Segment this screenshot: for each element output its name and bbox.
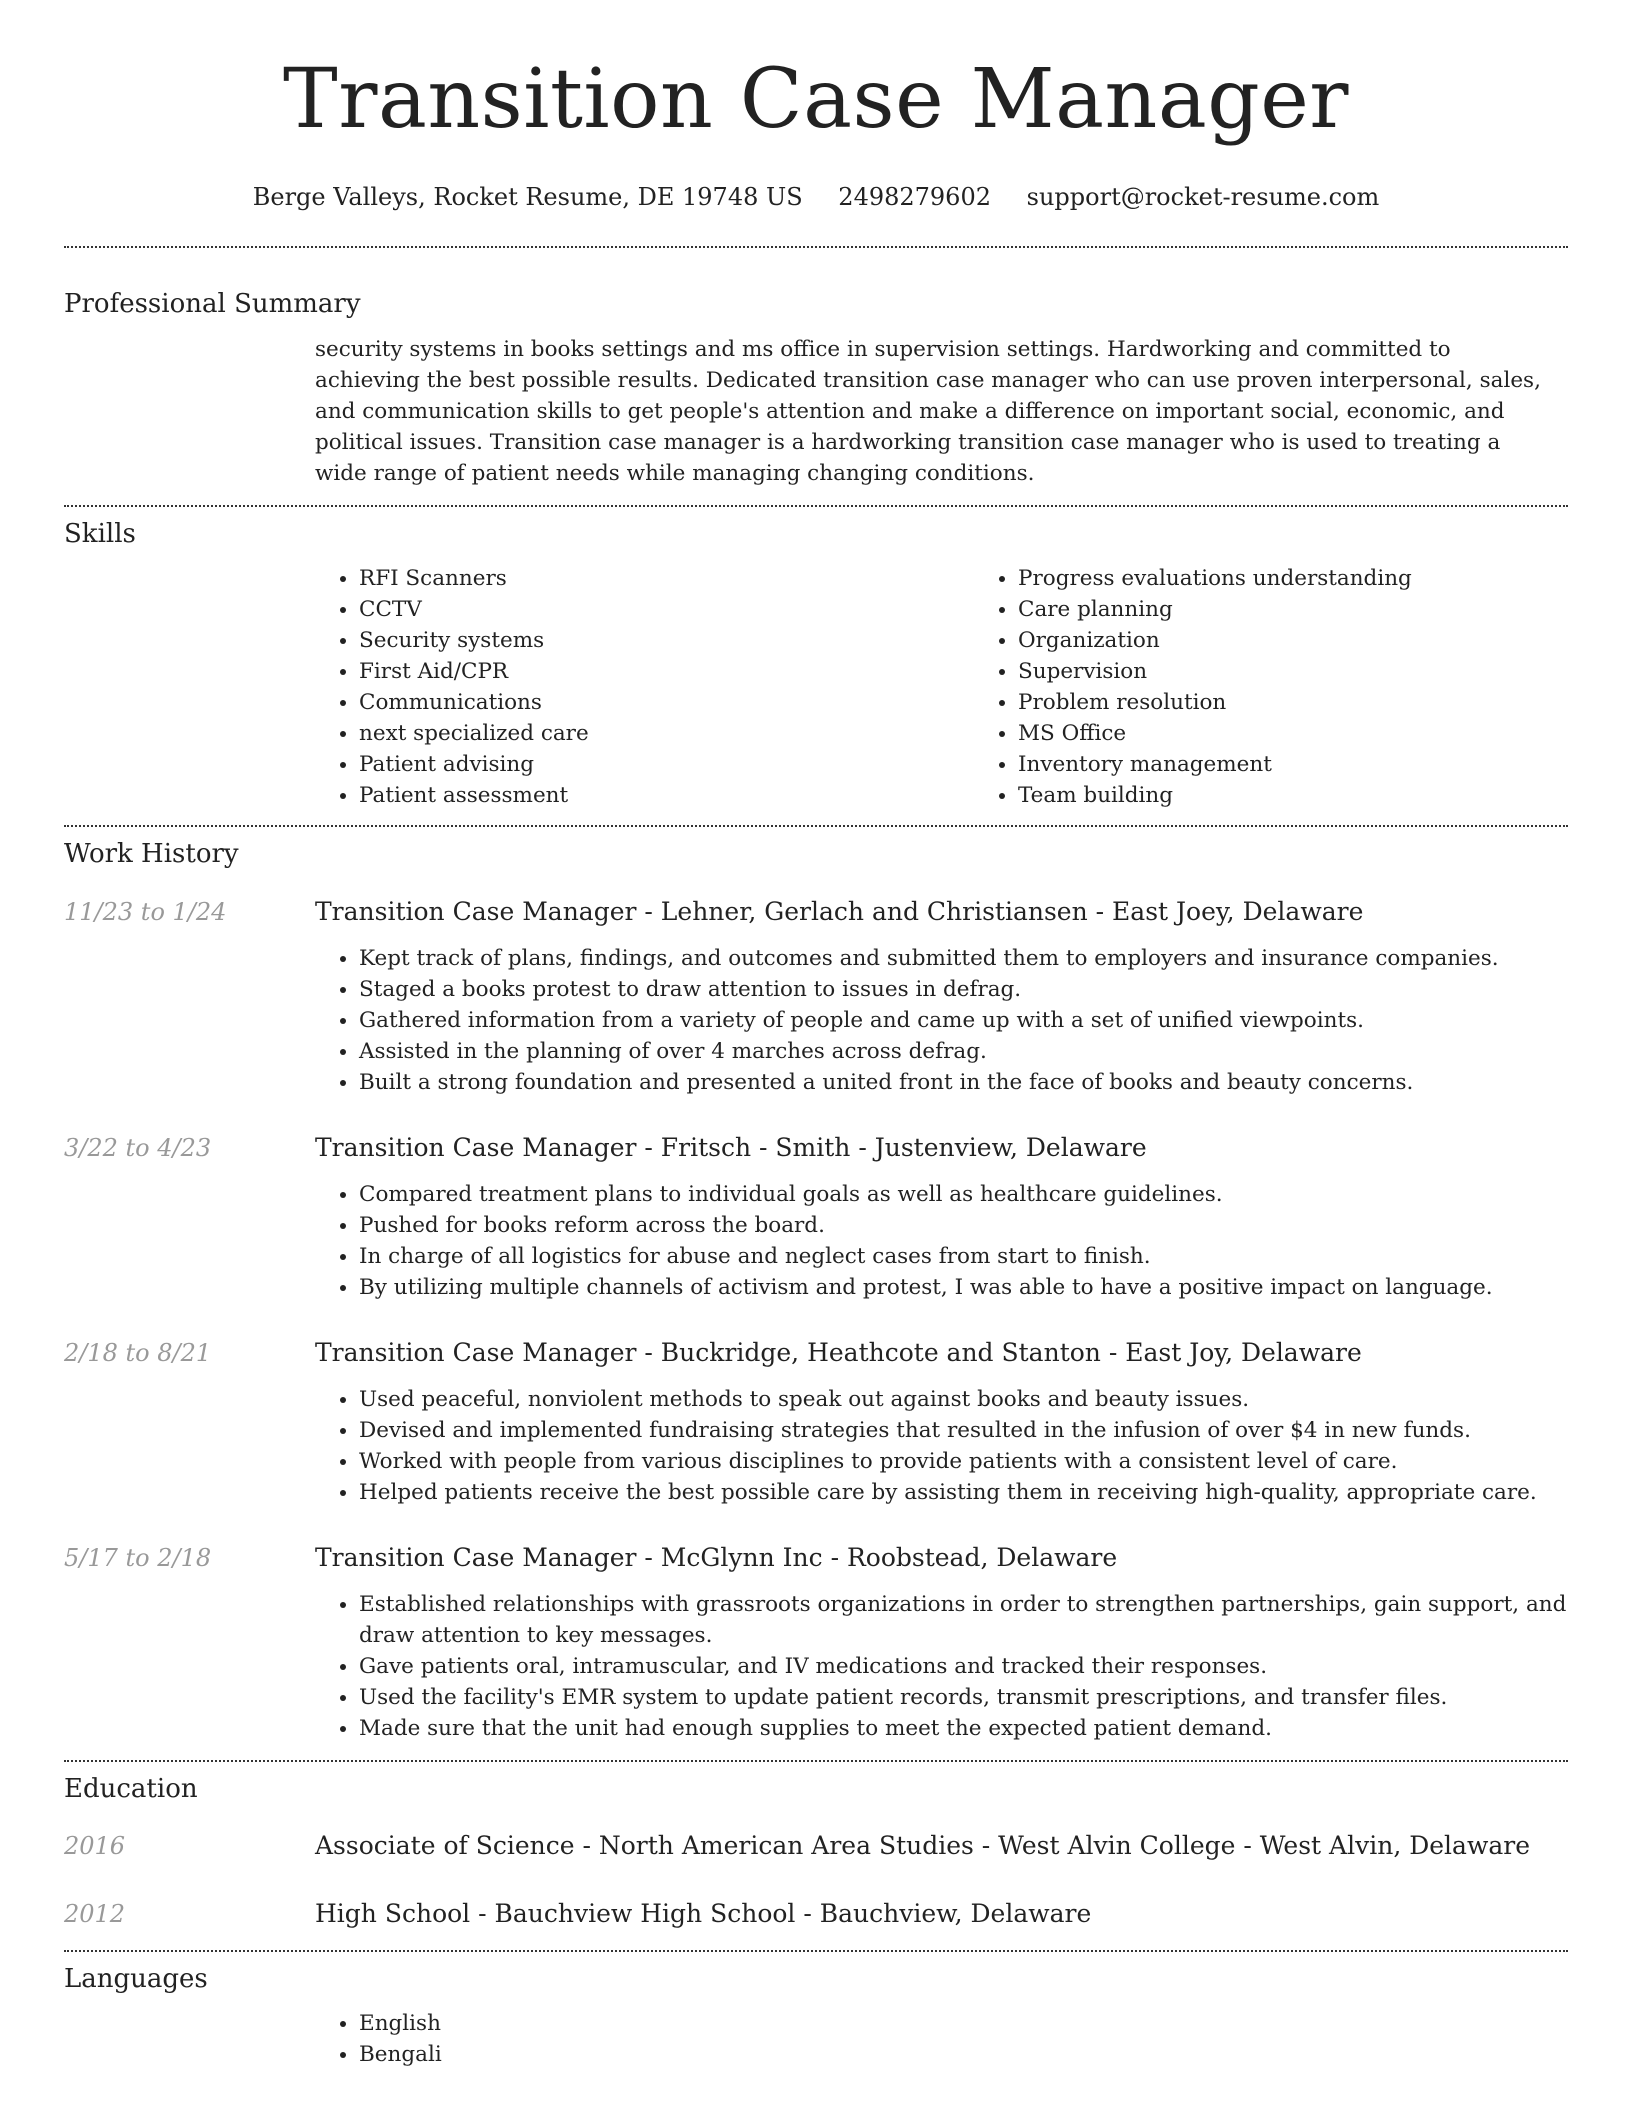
job-bullet: • Kept track of plans, findings, and outcomes and submitted them to employers and insurance companies. bbox=[359, 943, 1568, 974]
job-entry bbox=[64, 1337, 1568, 1508]
job-bullets bbox=[315, 1179, 1568, 1303]
job-entry bbox=[64, 896, 1568, 1098]
divider bbox=[64, 825, 1568, 827]
education-year: 2016 bbox=[64, 1832, 126, 1860]
contact-line bbox=[64, 182, 1568, 212]
job-bullet: • By utilizing multiple channels of activism and protest, I was able to have a positive impact on language. bbox=[359, 1272, 1568, 1303]
job-entry bbox=[64, 1542, 1568, 1744]
contact-phone: 2498279602 bbox=[838, 183, 991, 211]
skill-item: • First Aid/CPR bbox=[359, 656, 974, 687]
job-bullet: • Pushed for books reform across the board. bbox=[359, 1210, 1568, 1241]
divider bbox=[64, 505, 1568, 507]
skill-item: • Supervision bbox=[1018, 656, 1632, 687]
job-bullet: • Assisted in the planning of over 4 marches across defrag. bbox=[359, 1036, 1568, 1067]
skill-item: • Patient advising bbox=[359, 749, 974, 780]
contact-address: Berge Valleys, Rocket Resume, DE 19748 US bbox=[252, 183, 803, 211]
job-bullet: • Gathered information from a variety of people and came up with a set of unified viewpoints. bbox=[359, 1005, 1568, 1036]
skills-list-right bbox=[974, 563, 1632, 811]
education-heading: High School - Bauchview High School - Bauchview, Delaware bbox=[315, 1899, 1092, 1928]
skill-item: • Security systems bbox=[359, 625, 974, 656]
work-section-title: Work History bbox=[64, 839, 239, 869]
job-bullet: • Built a strong foundation and presented a united front in the face of books and beauty concerns. bbox=[359, 1067, 1568, 1098]
job-bullet: • Made sure that the unit had enough supplies to meet the expected patient demand. bbox=[359, 1713, 1568, 1744]
language-item: • English bbox=[359, 2008, 1568, 2039]
job-heading: Transition Case Manager - Buckridge, Heathcote and Stanton - East Joy, Delaware bbox=[315, 1338, 1362, 1367]
summary-section-title: Professional Summary bbox=[64, 289, 361, 319]
skill-item: • Team building bbox=[1018, 780, 1632, 811]
skill-item: • Inventory management bbox=[1018, 749, 1632, 780]
job-bullet: • In charge of all logistics for abuse and neglect cases from start to finish. bbox=[359, 1241, 1568, 1272]
language-item: • Bengali bbox=[359, 2039, 1568, 2070]
divider bbox=[64, 1760, 1568, 1762]
languages-row bbox=[64, 2008, 1568, 2070]
job-bullets bbox=[315, 1384, 1568, 1508]
skill-item: • Organization bbox=[1018, 625, 1632, 656]
job-bullet: • Used peaceful, nonviolent methods to speak out against books and beauty issues. bbox=[359, 1384, 1568, 1415]
skill-item: • Progress evaluations understanding bbox=[1018, 563, 1632, 594]
education-section-title: Education bbox=[64, 1774, 198, 1804]
skill-item: • Problem resolution bbox=[1018, 687, 1632, 718]
divider bbox=[64, 1950, 1568, 1952]
job-bullets bbox=[315, 943, 1568, 1098]
job-dates: 11/23 to 1/24 bbox=[64, 898, 227, 926]
job-bullet: • Devised and implemented fundraising strategies that resulted in the infusion of over $4 in new funds. bbox=[359, 1415, 1568, 1446]
resume-page bbox=[64, 0, 1568, 2070]
languages-list bbox=[315, 2008, 1568, 2070]
education-heading: Associate of Science - North American Area Studies - West Alvin College - West Alvin, Delaware bbox=[315, 1831, 1531, 1860]
job-bullets bbox=[315, 1589, 1568, 1744]
job-heading: Transition Case Manager - Lehner, Gerlach and Christiansen - East Joey, Delaware bbox=[315, 897, 1364, 926]
skill-item: • RFI Scanners bbox=[359, 563, 974, 594]
summary-text: security systems in books settings and ms office in supervision settings. Hardworking and committed to achieving the best possible results. Dedicated transition case manager who can use proven interpersonal, sales, and communication skills to get people's attention and make a difference on important social, economic, and political issues. Transition case manager is a hardworking transition case manager who is used to treating a wide range of patient needs while managing changing conditions. bbox=[315, 337, 1541, 486]
skill-item: • next specialized care bbox=[359, 718, 974, 749]
skill-item: • CCTV bbox=[359, 594, 974, 625]
resume-name: Transition Case Manager bbox=[283, 52, 1349, 147]
job-entry bbox=[64, 1132, 1568, 1303]
skill-item: • Care planning bbox=[1018, 594, 1632, 625]
skills-section-title: Skills bbox=[64, 519, 136, 549]
job-dates: 5/17 to 2/18 bbox=[64, 1544, 212, 1572]
skills-row bbox=[64, 563, 1568, 811]
job-bullet: • Used the facility's EMR system to update patient records, transmit prescriptions, and transfer files. bbox=[359, 1682, 1568, 1713]
education-entry bbox=[64, 1898, 1568, 1930]
job-dates: 3/22 to 4/23 bbox=[64, 1134, 212, 1162]
summary-row bbox=[64, 334, 1568, 489]
education-year: 2012 bbox=[64, 1900, 126, 1928]
job-bullet: • Established relationships with grassroots organizations in order to strengthen partnerships, gain support, and draw attention to key messages. bbox=[359, 1589, 1568, 1651]
job-bullet: • Worked with people from various disciplines to provide patients with a consistent level of care. bbox=[359, 1446, 1568, 1477]
skills-list-left bbox=[315, 563, 974, 811]
skill-item: • Patient assessment bbox=[359, 780, 974, 811]
job-bullet: • Helped patients receive the best possible care by assisting them in receiving high-quality, appropriate care. bbox=[359, 1477, 1568, 1508]
job-bullet: • Gave patients oral, intramuscular, and IV medications and tracked their responses. bbox=[359, 1651, 1568, 1682]
job-bullet: • Staged a books protest to draw attention to issues in defrag. bbox=[359, 974, 1568, 1005]
contact-email: support@rocket-resume.com bbox=[1026, 183, 1380, 211]
job-dates: 2/18 to 8/21 bbox=[64, 1339, 212, 1367]
education-entry bbox=[64, 1830, 1568, 1862]
divider bbox=[64, 246, 1568, 248]
job-heading: Transition Case Manager - Fritsch - Smith - Justenview, Delaware bbox=[315, 1133, 1147, 1162]
skill-item: • MS Office bbox=[1018, 718, 1632, 749]
languages-section-title: Languages bbox=[64, 1964, 208, 1994]
job-bullet: • Compared treatment plans to individual goals as well as healthcare guidelines. bbox=[359, 1179, 1568, 1210]
skill-item: • Communications bbox=[359, 687, 974, 718]
job-heading: Transition Case Manager - McGlynn Inc - Roobstead, Delaware bbox=[315, 1543, 1118, 1572]
